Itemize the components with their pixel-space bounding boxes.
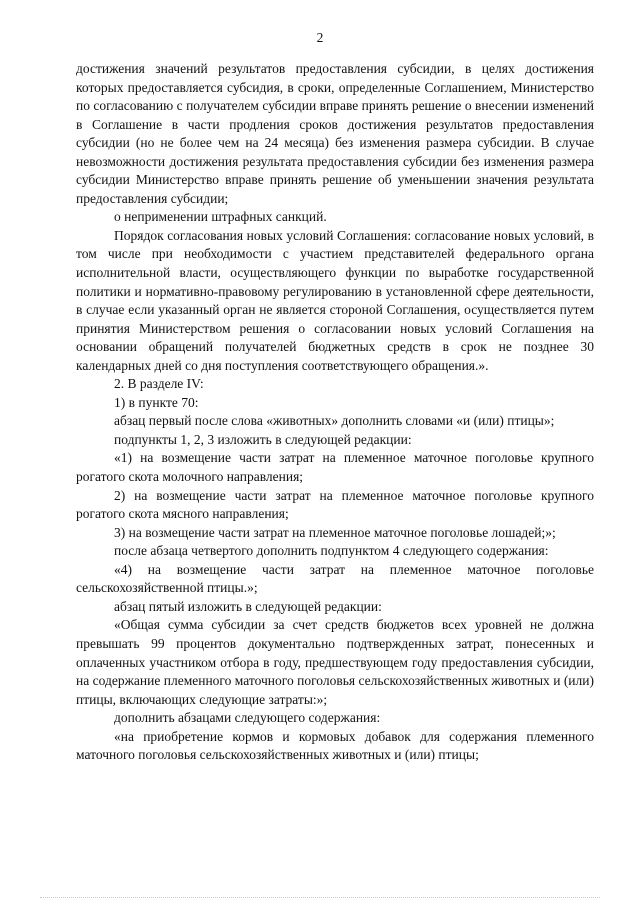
page-number: 2 <box>316 30 324 45</box>
paragraph: 2) на возмещение части затрат на племенное маточное поголовье крупного рогатого скота мясного направления; <box>76 487 594 522</box>
paragraph: 3) на возмещение части затрат на племенное маточное поголовье лошадей;»; <box>114 524 556 540</box>
paragraph: «4) на возмещение части затрат на племенное маточное поголовье сельскохозяйственной птицы.»; <box>76 561 594 596</box>
paragraph: «1) на возмещение части затрат на племенное маточное поголовье крупного рогатого скота молочного направления; <box>76 450 594 485</box>
paragraph: Порядок согласования новых условий Соглашения: согласование новых условий, в том числе при необходимости с участием представителей федерального органа исполнительной власти, осуществляющего функции по выработке государственной политики и нормативно-правовому регулированию в установленной сфере деятельности, в случае если указанный орган не является стороной Соглашения, осуществляется путем принятия Министерством решения о согласовании новых условий Соглашения на основании обращений получателей бюджетных средств в срок не позднее 30 календарных дней со дня поступления соответствующего обращения.». <box>76 227 594 373</box>
paragraph: 2. В разделе IV: <box>114 376 204 392</box>
paragraph: «Общая сумма субсидии за счет средств бюджетов всех уровней не должна превышать 99 процентов документально подтвержденных затрат, понесенных и оплаченных участником отбора в году, предшествующем году предоставления субсидии, на содержание племенного маточного поголовья сельскохозяйственных животных и (или) птицы, включающих следующие затраты:»; <box>76 617 594 707</box>
paragraph: после абзаца четвертого дополнить подпунктом 4 следующего содержания: <box>114 543 549 559</box>
paragraph: «на приобретение кормов и кормовых добавок для содержания племенного маточного поголовья сельскохозяйственных животных и (или) птицы; <box>76 728 594 763</box>
paragraph: абзац первый после слова «животных» дополнить словами «и (или) птицы»; <box>114 413 555 429</box>
paragraph: 1) в пункте 70: <box>114 394 199 410</box>
paragraph: дополнить абзацами следующего содержания: <box>114 710 381 726</box>
paragraph: абзац пятый изложить в следующей редакции: <box>114 598 382 614</box>
scan-edge-divider <box>40 897 600 899</box>
paragraph: достижения значений результатов предоставления субсидии, в целях достижения которых предоставляется субсидия, в сроки, определенные Соглашением, Министерство по согласованию с получателем субсидии вправе принять решение о внесении изменений в Соглашение в части продления сроков достижения результатов предоставления субсидии (но не более чем на 24 месяца) без изменения размера субсидии. В случае невозможности достижения результата предоставления субсидии без изменения размера субсидии Министерство вправе принять решение об уменьшении значения результата предоставления субсидии; <box>76 61 594 206</box>
paragraph: о неприменении штрафных санкций. <box>114 209 327 225</box>
paragraph: подпункты 1, 2, 3 изложить в следующей редакции: <box>114 431 412 447</box>
document-body <box>76 60 594 765</box>
